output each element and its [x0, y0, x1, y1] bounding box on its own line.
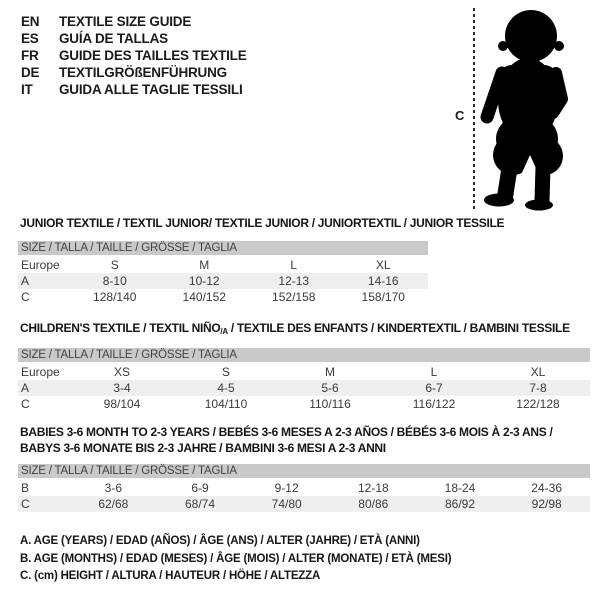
- height-cell: 116/122: [412, 397, 456, 411]
- age-cell: 4-5: [217, 381, 235, 395]
- height-measure-label: C: [455, 108, 465, 123]
- height-cell: 98/104: [103, 397, 141, 411]
- footnote-age-months: B. AGE (MONTHS) / EDAD (MESES) / ÂGE (MOIS) / ALTER (MONATE) / ETÀ (MESI): [20, 552, 452, 565]
- height-cell: 80/86: [358, 497, 389, 511]
- title-line-1: BABIES 3-6 MONTH TO 2-3 YEARS / BEBÉS 3-6 MESES A 2-3 AÑOS / BÉBÉS 3-6 MOIS À 2-3 ANS /: [20, 425, 553, 439]
- height-dashed-line: [473, 8, 475, 210]
- row-label-cell: C: [21, 497, 30, 511]
- age-cell: 12-13: [278, 274, 310, 288]
- lang-row-it: [21, 81, 247, 98]
- age-cell: 3-4: [113, 381, 131, 395]
- table-header-bar: SIZE / TALLA / TAILLE / GRÖSSE / TAGLIA: [18, 348, 590, 362]
- section-title-babies: [20, 424, 552, 456]
- footnote-height-cm: C. (cm) HEIGHT / ALTURA / HAUTEUR / HÖHE / ALTEZZA: [20, 570, 321, 582]
- section-title-junior: JUNIOR TEXTILE / TEXTIL JUNIOR/ TEXTILE JUNIOR / JUNIORTEXTIL / JUNIOR TESSILE: [20, 216, 505, 230]
- table-row-height: [18, 496, 590, 512]
- lang-label: TEXTILGRÖßENFÜHRUNG: [59, 65, 227, 80]
- row-label-cell: C: [21, 397, 30, 411]
- age-cell: 5-6: [321, 381, 339, 395]
- language-list: [21, 13, 247, 98]
- age-cell: 24-36: [531, 481, 562, 495]
- height-cell: 152/158: [272, 290, 316, 304]
- size-table-babies: [18, 464, 590, 512]
- size-cell: M: [199, 258, 210, 272]
- age-cell: 14-16: [367, 274, 399, 288]
- age-cell: 6-9: [191, 481, 209, 495]
- row-label-cell: A: [21, 274, 30, 288]
- age-cell: 6-7: [425, 381, 443, 395]
- title-subscript: /A: [220, 327, 228, 336]
- lang-label: TEXTILE SIZE GUIDE: [59, 14, 192, 29]
- height-cell: 68/74: [184, 497, 215, 511]
- table-row-age: [18, 380, 590, 396]
- lang-row-es: [21, 30, 247, 47]
- legend-footnotes: [20, 533, 451, 586]
- table-row-europe: [18, 364, 590, 380]
- table-header-bar: SIZE / TALLA / TAILLE / GRÖSSE / TAGLIA: [18, 464, 590, 478]
- size-guide-figure: [452, 6, 580, 214]
- table-row-height: [18, 289, 428, 305]
- footnote-age-years: A. AGE (YEARS) / EDAD (AÑOS) / ÂGE (ANS) / ALTER (JAHRE) / ETÀ (ANNI): [20, 535, 420, 547]
- age-cell: 3-6: [104, 481, 122, 495]
- size-table-junior: [18, 241, 428, 305]
- height-cell: 104/110: [204, 397, 248, 411]
- table-header-bar: SIZE / TALLA / TAILLE / GRÖSSE / TAGLIA: [18, 241, 428, 255]
- row-label-cell: Europe: [21, 258, 60, 272]
- lang-label: GUIDE DES TAILLES TEXTILE: [59, 48, 247, 63]
- size-cell: XL: [530, 365, 546, 379]
- age-cell: 8-10: [102, 274, 127, 288]
- age-cell: 12-18: [357, 481, 389, 495]
- lang-label: GUIDA ALLE TAGLIE TESSILI: [59, 82, 243, 97]
- lang-code: IT: [21, 82, 33, 97]
- lang-label: GUÍA DE TALLAS: [59, 31, 168, 46]
- height-cell: 128/140: [93, 290, 137, 304]
- size-cell: L: [290, 258, 298, 272]
- size-cell: XS: [113, 365, 130, 379]
- height-cell: 122/128: [516, 397, 560, 411]
- lang-code: ES: [21, 31, 39, 46]
- height-cell: 158/170: [361, 290, 405, 304]
- lang-row-en: [21, 13, 247, 30]
- size-cell: L: [430, 365, 438, 379]
- table-row-height: [18, 396, 590, 412]
- height-cell: 74/80: [271, 497, 302, 511]
- row-label-cell: A: [21, 381, 30, 395]
- height-cell: 62/68: [98, 497, 129, 511]
- title-line-2: BABYS 3-6 MONATE BIS 2-3 JAHRE / BAMBINI 3-6 MESI A 2-3 ANNI: [20, 441, 386, 455]
- lang-row-fr: [21, 47, 247, 64]
- section-title-children: [20, 320, 570, 340]
- age-cell: 9-12: [274, 481, 299, 495]
- height-cell: 140/152: [182, 290, 226, 304]
- baby-silhouette: [478, 7, 578, 213]
- lang-code: DE: [21, 65, 40, 80]
- age-cell: 18-24: [444, 481, 476, 495]
- lang-code: FR: [21, 48, 39, 63]
- age-cell: 7-8: [529, 381, 547, 395]
- lang-code: EN: [21, 14, 40, 29]
- size-cell: XL: [375, 258, 391, 272]
- size-cell: S: [221, 365, 230, 379]
- height-cell: 92/98: [531, 497, 562, 511]
- row-label-cell: B: [21, 481, 30, 495]
- table-row-age: [18, 273, 428, 289]
- row-label-cell: C: [21, 290, 30, 304]
- table-row-europe: [18, 257, 428, 273]
- table-row-age-months: [18, 480, 590, 496]
- height-cell: 110/116: [309, 397, 351, 411]
- age-cell: 10-12: [188, 274, 220, 288]
- title-text: CHILDREN'S TEXTILE / TEXTIL NIÑO: [20, 321, 221, 335]
- lang-row-de: [21, 64, 247, 81]
- height-cell: 86/92: [444, 497, 475, 511]
- size-cell: M: [325, 365, 335, 379]
- size-table-children: [18, 348, 590, 412]
- title-text: / TEXTILE DES ENFANTS / KINDERTEXTIL / BAMBINI TESSILE: [227, 321, 570, 335]
- row-label-cell: Europe: [21, 365, 60, 379]
- size-cell: S: [110, 258, 119, 272]
